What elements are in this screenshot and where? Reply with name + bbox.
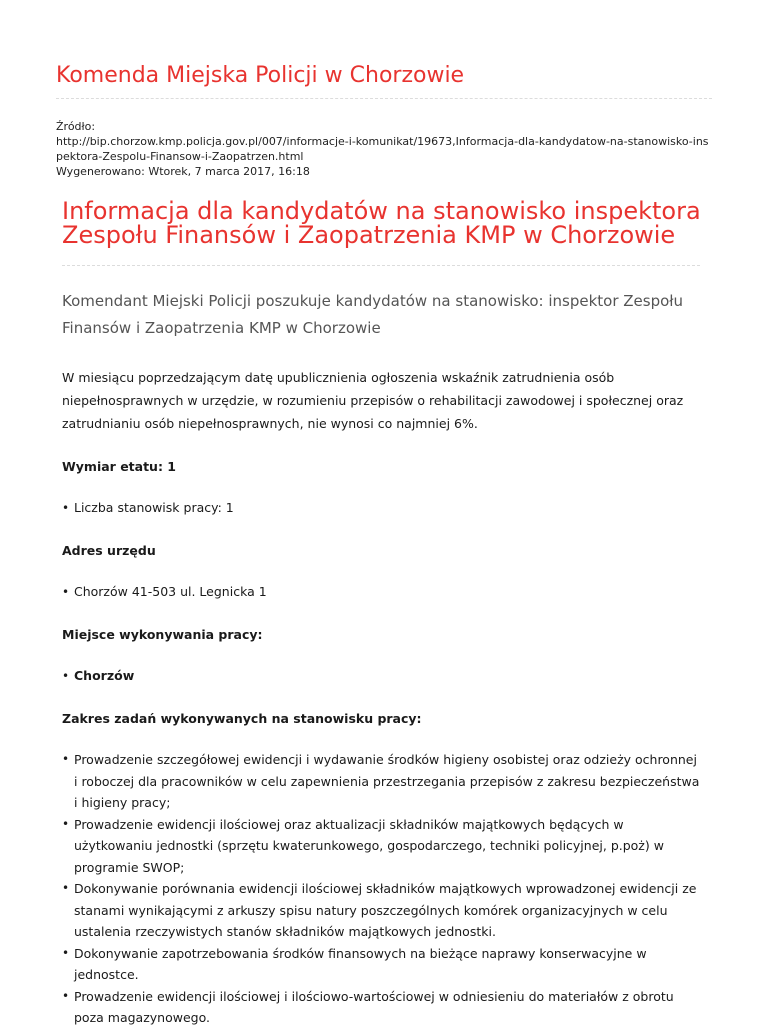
bullet-icon: • — [62, 816, 70, 831]
header-divider — [56, 98, 712, 99]
bullet-icon: • — [62, 881, 70, 895]
list-item: • Prowadzenie szczegółowej ewidencji i wydawanie środków higieny osobistej oraz odzieży ochronnej i roboczej dla pracowników w celu zapewnienia przestrzegania przepisów z zakresu bezpieczeństwa i higieny pracy; — [62, 749, 700, 814]
site-title: Komenda Miejska Policji w Chorzowie — [56, 63, 465, 88]
bullet-icon: • — [62, 752, 70, 766]
list-item: • Chorzów 41-503 ul. Legnicka 1 — [62, 581, 700, 603]
place-list — [62, 665, 700, 687]
source-label: Źródło: — [56, 120, 96, 133]
etat-heading: Wymiar etatu: 1 — [62, 459, 177, 474]
etat-list — [62, 497, 700, 519]
source-block — [56, 119, 712, 179]
place-heading: Miejsce wykonywania pracy: — [62, 627, 263, 642]
bullet-icon: • — [62, 669, 70, 683]
article-lead: Komendant Miejski Policji poszukuje kandydatów na stanowisko: inspektor Zespołu Finansów i Zaopatrzenia KMP w Chorzowie — [62, 292, 684, 337]
list-item: • Liczba stanowisk pracy: 1 — [62, 497, 700, 519]
title-divider — [62, 265, 700, 266]
article-content — [62, 288, 700, 1029]
bullet-icon: • — [62, 585, 70, 599]
article-title: Informacja dla kandydatów na stanowisko inspektora Zespołu Finansów i Zaopatrzenia KMP w Chorzowie — [62, 197, 701, 249]
disability-note: W miesiącu poprzedzającym datę upublicznienia ogłoszenia wskaźnik zatrudnienia osób niepełnosprawnych w urzędzie, w rozumieniu przepisów o rehabilitacji zawodowej i społecznej oraz zatrudnianiu osób niepełnosprawnych, nie wynosi co najmniej 6%. — [62, 370, 684, 431]
tasks-heading: Zakres zadań wykonywanych na stanowisku pracy: — [62, 711, 422, 726]
list-item: • Prowadzenie ewidencji ilościowej oraz aktualizacji składników majątkowych będących w użytkowaniu jednostki (sprzętu kwaterunkowego, gospodarczego, techniki policyjnej, p.poż) w programie SWOP; — [62, 814, 700, 879]
list-item: • Dokonywanie porównania ewidencji ilościowej składników majątkowych wprowadzonej ewidencji ze stanami wynikającymi z arkuszy spisu natury poszczególnych komórek organizacyjnych w celu ustalenia rzeczywistych stanów składników majątkowych jednostki. — [62, 878, 700, 943]
list-item: • Prowadzenie ewidencji ilościowej i ilościowo-wartościowej w odniesieniu do materiałów z obrotu poza magazynowego. — [62, 986, 700, 1029]
address-heading: Adres urzędu — [62, 543, 156, 558]
generated-date: Wygenerowano: Wtorek, 7 marca 2017, 16:18 — [56, 165, 310, 178]
bullet-icon: • — [62, 501, 70, 515]
bullet-icon: • — [62, 988, 70, 1003]
list-item: • Chorzów — [62, 665, 700, 687]
tasks-list — [62, 749, 700, 1029]
list-item: • Dokonywanie zapotrzebowania środków finansowych na bieżące naprawy konserwacyjne w jednostce. — [62, 943, 700, 986]
source-url: http://bip.chorzow.kmp.policja.gov.pl/007/informacje-i-komunikat/19673,Informacja-dla-kandydatow-na-stanowisko-inspektora-Zespolu-Finansow-i-Zaopatrzen.html — [56, 135, 709, 163]
bullet-icon: • — [62, 945, 70, 960]
address-list — [62, 581, 700, 603]
